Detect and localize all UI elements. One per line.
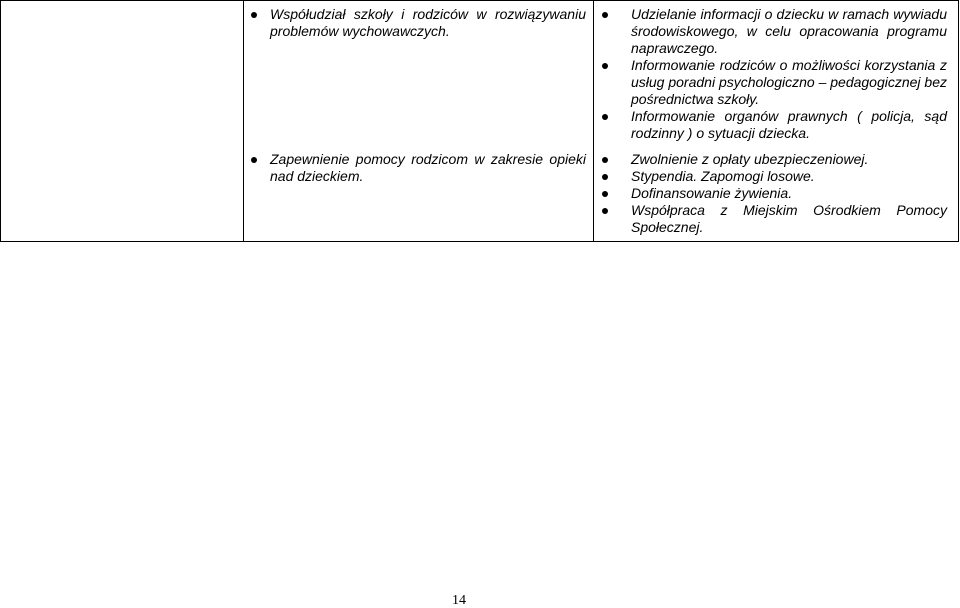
action-text: Dofinansowanie żywienia. — [631, 185, 793, 201]
bullet-icon — [602, 208, 608, 214]
list-item — [631, 6, 947, 57]
action-text: Stypendia. Zapomogi losowe. — [631, 168, 815, 184]
goal-item — [270, 6, 586, 40]
action-list — [631, 6, 947, 142]
list-item — [631, 185, 947, 202]
document-table — [0, 0, 959, 242]
table-cell-empty — [1, 1, 244, 242]
action-text: Informowanie organów prawnych ( policja, sąd rodzinny ) o sytuacji dziecka. — [631, 108, 947, 141]
bullet-icon — [602, 114, 608, 120]
table-cell-goals — [244, 1, 594, 242]
bullet-icon — [602, 191, 608, 197]
goal-text: Zapewnienie pomocy rodzicom w zakresie opieki nad dzieckiem. — [270, 151, 586, 184]
bullet-icon — [251, 12, 257, 18]
list-item — [631, 202, 947, 236]
bullet-icon — [251, 157, 257, 163]
bullet-icon — [602, 174, 608, 180]
list-item — [631, 168, 947, 185]
table-row — [1, 1, 959, 242]
table-cell-actions — [594, 1, 959, 242]
action-text: Współpraca z Miejskim Ośrodkiem Pomocy Społecznej. — [631, 202, 947, 235]
page-number: 14 — [452, 593, 466, 608]
list-item — [631, 151, 947, 168]
action-text: Udzielanie informacji o dziecku w ramach wywiadu środowiskowego, w celu opracowania programu naprawczego. — [631, 6, 947, 56]
bullet-icon — [602, 63, 608, 69]
action-text: Informowanie rodziców o możliwości korzystania z usług poradni psychologiczno – pedagogicznej bez pośrednictwa szkoły. — [631, 57, 947, 107]
bullet-icon — [602, 157, 608, 163]
goal-item — [270, 151, 586, 185]
action-list — [631, 151, 947, 236]
list-item — [631, 108, 947, 142]
action-text: Zwolnienie z opłaty ubezpieczeniowej. — [631, 151, 869, 167]
list-item — [631, 57, 947, 108]
goal-text: Współudział szkoły i rodziców w rozwiązywaniu problemów wychowawczych. — [270, 6, 586, 39]
bullet-icon — [602, 12, 608, 18]
